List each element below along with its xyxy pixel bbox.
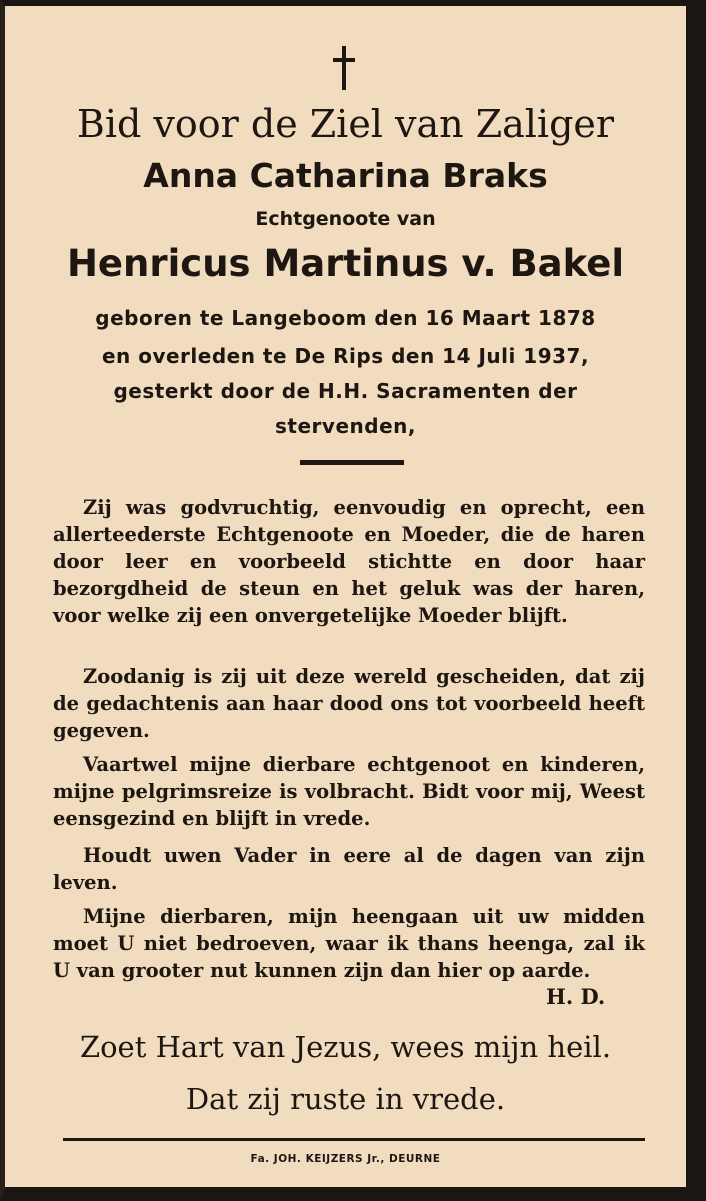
death-line: en overleden te De Rips den 14 Juli 1937,	[101, 344, 590, 368]
bottom-rule	[63, 1138, 645, 1141]
deceased-name: Anna Catharina Braks	[143, 156, 548, 195]
spouse-name: Henricus Martinus v. Bakel	[66, 242, 625, 285]
signature-initials: H. D.	[546, 984, 606, 1009]
comfort-paragraph: Mijne dierbaren, mijn heengaan uit uw midden moet U niet bedroeven, waar ik thans heenga, zal ik U van grooter nut kunnen zijn dan hier op aarde.	[53, 905, 645, 982]
spouse-label: Echtgenoote van	[255, 208, 436, 230]
farewell-paragraph: Vaartwel mijne dierbare echtgenoot en kinderen, mijne pelgrimsreize is volbracht. Bidt voor mij, Weest eensgezind en blijft in vrede.	[53, 753, 645, 830]
card-heading: Bid voor de Ziel van Zaliger	[76, 102, 615, 146]
birth-line: geboren te Langeboom den 16 Maart 1878	[95, 306, 596, 330]
prayer-sacred-heart: Zoet Hart van Jezus, wees mijn heil.	[79, 1030, 612, 1064]
eulogy-paragraph-1: Zij was godvruchtig, eenvoudig en oprecht, een allerteederste Echtgenoote en Moeder, die de haren door leer en voorbeeld stichtte en door haar bezorgdheid de steun en het geluk was der haren, voor welke zij een onvergetelijke Moeder blijft.	[53, 496, 645, 627]
sacraments-line-1: gesterkt door de H.H. Sacramenten der	[113, 379, 578, 403]
divider-rule	[300, 460, 404, 465]
printer-imprint: Fa. JOH. KEIJZERS Jr., DEURNE	[250, 1153, 441, 1165]
father-paragraph: Houdt uwen Vader in eere al de dagen van zijn leven.	[53, 844, 645, 894]
prayer-rest-in-peace: Dat zij ruste in vrede.	[185, 1082, 506, 1116]
cross-icon	[333, 46, 355, 90]
sacraments-line-2: stervenden,	[275, 414, 416, 438]
eulogy-paragraph-2: Zoodanig is zij uit deze wereld gescheiden, dat zij de gedachtenis aan haar dood ons tot voorbeeld heeft gegeven.	[53, 665, 645, 742]
